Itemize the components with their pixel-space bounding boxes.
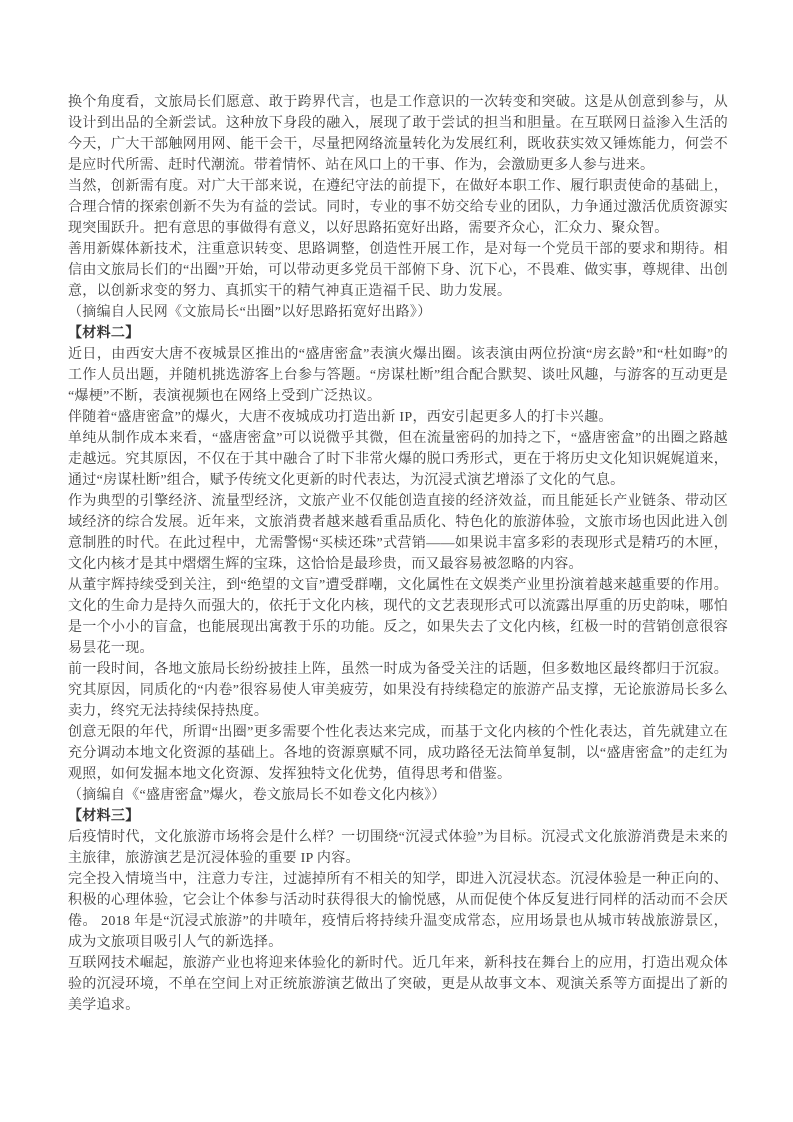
paragraph: 换个角度看，文旅局长们愿意、敢于跨界代言，也是工作意识的一次转变和突破。这是从创意到参与，从设计到出品的全新尝试。这种放下身段的融入，展现了敢于尝试的担当和胆量。在互联网日益渗入生活的今天，广大干部触网用网、能干会干，尽量把网络流量转化为发展红利，既收获实效又锤炼能力，何尝不是应时代所需、赶时代潮流。带着情怀、站在风口上的干事、作为，会激励更多人参与进来。: [68, 95, 728, 173]
paragraph: 作为典型的引擎经济、流量型经济，文旅产业不仅能创造直接的经济效益，而且能延长产业链条、带动区域经济的综合发展。近年来，文旅消费者越来越看重品质化、特色化的旅游体验，文旅市场也因此进入创意制胜的时代。在此过程中，尤需警惕“买椟还珠”式营销——如果说丰富多彩的表现形式是精巧的木匣，文化内核才是其中熠熠生辉的宝珠，这恰恰是最珍贵，而又最容易被忽略的内容。: [68, 494, 728, 572]
paragraph: 从董宇辉持续受到关注，到“绝望的文盲”遭受群嘲，文化属性在文娱类产业里扮演着越来越重要的作用。文化的生命力是持久而强大的，依托于文化内核，现代的文艺表现形式可以流露出厚重的历史韵味，哪怕是一个小小的盲盒，也能展现出寓教于乐的功能。反之，如果失去了文化内核，红极一时的营销创意很容易昙花一现。: [68, 578, 728, 656]
source-citation: （摘编自《“盛唐密盒”爆火，卷文旅局长不如卷文化内核》）: [68, 788, 446, 803]
paragraph: 善用新媒体新技术，注重意识转变、思路调整，创造性开展工作，是对每一个党员干部的要求和期待。相信由文旅局长们的“出圈”开始，可以带动更多党员干部俯下身、沉下心，不畏难、做实事，尊规律、出创意，以创新求变的努力、真抓实干的精气神真正造福千民、助力发展。: [68, 242, 728, 299]
paragraph: 前一段时间，各地文旅局长纷纷披挂上阵，虽然一时成为备受关注的话题，但多数地区最终都归于沉寂。究其原因，同质化的“内卷”很容易使人审美疲劳，如果没有持续稳定的旅游产品支撑，无论旅游局长多么卖力，终究无法持续保持热度。: [68, 662, 728, 719]
paragraph: 当然，创新需有度。对广大干部来说，在遵纪守法的前提下，在做好本职工作、履行职责使命的基础上，合理合情的探索创新不失为有益的尝试。同时，专业的事不妨交给专业的团队，力争通过激活优质资源实现突围跃升。把有意思的事做得有意义，以好思路拓宽好出路，需要齐众心，汇众力、聚众智。: [68, 179, 728, 236]
paragraph: 创意无限的年代，所谓“出圈”更多需要个性化表达来完成，而基于文化内核的个性化表达，首先就建立在充分调动本地文化资源的基础上。各地的资源禀赋不同，成功路径无法简单复制，以“盛唐密盒”的走红为观照，如何发掘本地文化资源、发挥独特文化优势，值得思考和借鉴。: [68, 725, 728, 782]
paragraph: 后疫情时代，文化旅游市场将会是什么样？一切围绕“沉浸式体验”为目标。沉浸式文化旅游消费是未来的主旅律，旅游演艺是沉浸体验的重要 IP 内容。: [68, 830, 728, 866]
paragraph: 伴随着“盛唐密盒”的爆火，大唐不夜城成功打造出新 IP，西安引起更多人的打卡兴趣。: [68, 410, 613, 425]
paragraph: 互联网技术崛起，旅游产业也将迎来体验化的新时代。近几年来，新科技在舞台上的应用，打造出观众体验的沉浸环境，不单在空间上对正统旅游演艺做出了突破，更是从故事文本、观演关系等方面提出了新的美学追求。: [68, 956, 728, 1013]
document-body: [68, 92, 728, 1016]
material-header: 【材料二】: [68, 326, 140, 341]
document-page: [68, 92, 728, 1016]
paragraph: 近日，由西安大唐不夜城景区推出的“盛唐密盒”表演火爆出圈。该表演由两位扮演“房玄龄”和“杜如晦”的工作人员出题，并随机挑选游客上台参与答题。“房谋杜断”组合配合默契、谈吐风趣，与游客的互动更是“爆梗”不断，表演视频也在网络上受到广泛热议。: [68, 347, 728, 404]
material-header: 【材料三】: [68, 809, 140, 824]
source-citation: （摘编自人民网《文旅局长“出圈”以好思路拓宽好出路》）: [68, 305, 432, 320]
paragraph: 完全投入情境当中，注意力专注，过滤掉所有不相关的知学，即进入沉浸状态。沉浸体验是一种正向的、积极的心理体验，它会让个体参与活动时获得很大的愉悦感，从而促使个体反复进行同样的活动而不会厌倦。 2018 年是“沉浸式旅游”的井喷年，疫情后将持续升温变成常态，应用场景也从城市转战旅游景区，成为文旅项目吸引人气的新选择。: [68, 872, 728, 950]
paragraph: 单纯从制作成本来看，“盛唐密盒”可以说微乎其微，但在流量密码的加持之下，“盛唐密盒”的出圈之路越走越远。究其原因，不仅在于其中融合了时下非常火爆的脱口秀形式，更在于将历史文化知识娓娓道来，通过“房谋杜断”组合，赋予传统文化更新的时代表达，为沉浸式演艺增添了文化的气息。: [68, 431, 728, 488]
